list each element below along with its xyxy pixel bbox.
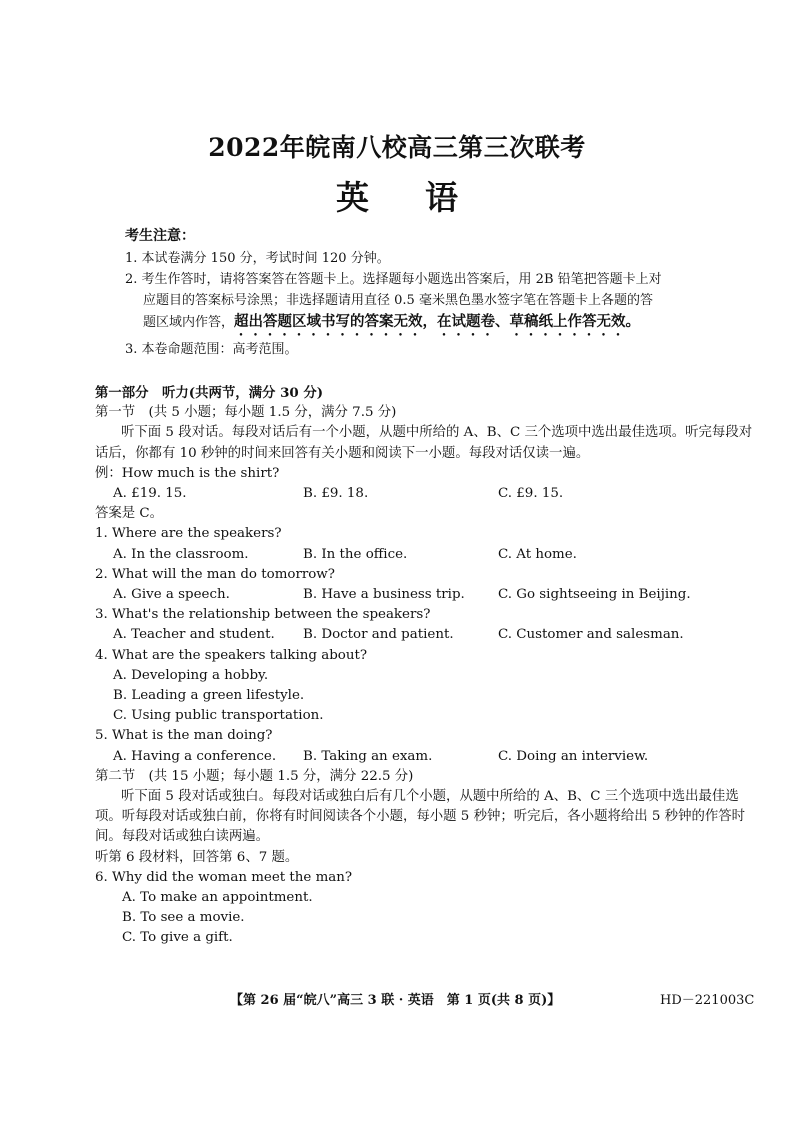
example-option-c: C. £9. 15. xyxy=(498,486,564,502)
question-1-options xyxy=(95,545,765,565)
part1-title: 第一部分 听力(共两节，满分 30 分) xyxy=(95,385,324,401)
notice-item-2-prefix: 题区域内作答， xyxy=(143,315,235,330)
section1-title: 第一节 (共 5 小题；每小题 1.5 分，满分 7.5 分) xyxy=(95,405,397,421)
example-option-a: A. £19. 15. xyxy=(113,486,187,502)
question-3: 3. What's the relationship between the speakers? xyxy=(95,607,431,623)
q2-option-b: B. Have a business trip. xyxy=(303,587,465,603)
subject-char-2: 语 xyxy=(425,178,458,217)
question-2: 2. What will the man do tomorrow? xyxy=(95,566,335,582)
q5-option-a: A. Having a conference. xyxy=(113,748,277,764)
q3-option-a: A. Teacher and student. xyxy=(113,627,275,643)
example-answer: 答案是 C。 xyxy=(95,506,164,522)
q4-option-b: B. Leading a green lifestyle. xyxy=(113,688,305,704)
q3-option-c: C. Customer and salesman. xyxy=(498,627,684,643)
q1-option-c: C. At home. xyxy=(498,546,577,562)
question-5-options xyxy=(95,747,765,767)
exam-title: 2022年皖南八校高三第三次联考 xyxy=(208,133,586,162)
q4-option-c: C. Using public transportation. xyxy=(113,708,324,724)
page-footer: 【第 26 届“皖八”高三 3 联 · 英语 第 1 页(共 8 页)】 xyxy=(230,993,561,1008)
notice-item-1: 1. 本试卷满分 150 分，考试时间 120 分钟。 xyxy=(125,251,390,266)
notice-heading: 考生注意： xyxy=(125,228,195,244)
q2-option-c: C. Go sightseeing in Beijing. xyxy=(498,587,691,603)
subject-char-1: 英 xyxy=(336,178,369,217)
section1-instructions: 听下面 5 段对话。每段对话后有一个小题，从题中所给的 A、B、C 三个选项中选出最佳选项。听完每段对话后，你都有 10 秒钟的时间来回答有关小题和阅读下一小题。每段对话仅读一遍。 xyxy=(95,425,753,461)
notice-item-2-line-3 xyxy=(125,311,765,339)
example-question: 例：How much is the shirt? xyxy=(95,465,280,481)
section2-instructions: 听下面 5 段对话或独白。每段对话或独白后有几个小题，从题中所给的 A、B、C 三个选项中选出最佳选项。听每段对话或独白前，你将有时间阅读各个小题，每小题 5 秒钟；听完后，各小题将给出 5 秒钟的作答时间。每段对话或独白读两遍。 xyxy=(95,789,746,845)
notice-item-2-line-2: 应题目的答案标号涂黑；非选择题请用直径 0.5 毫米黑色墨水签字笔在答题卡上各题的答 xyxy=(143,293,653,308)
q5-option-c: C. Doing an interview. xyxy=(498,748,649,764)
q6-option-a: A. To make an appointment. xyxy=(122,890,313,906)
notice-item-3: 3. 本卷命题范围：高考范围。 xyxy=(125,342,298,357)
section2-title: 第二节 (共 15 小题；每小题 1.5 分，满分 22.5 分) xyxy=(95,768,414,784)
q6-option-c: C. To give a gift. xyxy=(122,930,233,946)
question-5: 5. What is the man doing? xyxy=(95,728,273,744)
q1-option-b: B. In the office. xyxy=(303,546,408,562)
q3-option-b: B. Doctor and patient. xyxy=(303,627,454,643)
q6-option-b: B. To see a movie. xyxy=(122,910,245,926)
question-4: 4. What are the speakers talking about? xyxy=(95,647,368,663)
candidate-notice xyxy=(125,226,765,360)
q5-option-b: B. Taking an exam. xyxy=(303,748,433,764)
question-2-options xyxy=(95,585,765,605)
question-1: 1. Where are the speakers? xyxy=(95,526,282,542)
question-3-options xyxy=(95,625,765,645)
example-option-b: B. £9. 18. xyxy=(303,486,369,502)
q4-option-a: A. Developing a hobby. xyxy=(113,667,269,683)
notice-item-2-emphasis: 超出答题区域书写的答案无效，在试题卷、草稿纸上作答无效。 xyxy=(234,313,641,330)
q1-option-a: A. In the classroom. xyxy=(113,546,249,562)
notice-item-2-line-1: 2. 考生作答时，请将答案答在答题卡上。选择题每小题选出答案后，用 2B 铅笔把答题卡上对 xyxy=(125,272,662,287)
q2-option-a: A. Give a speech. xyxy=(113,587,230,603)
subject-title xyxy=(0,172,794,219)
material-6-note: 听第 6 段材料，回答第 6、7 题。 xyxy=(95,849,299,865)
exam-code: HD－221003C xyxy=(660,993,755,1008)
question-6: 6. Why did the woman meet the man? xyxy=(95,869,353,885)
example-options xyxy=(95,484,765,504)
listening-part xyxy=(95,383,765,949)
